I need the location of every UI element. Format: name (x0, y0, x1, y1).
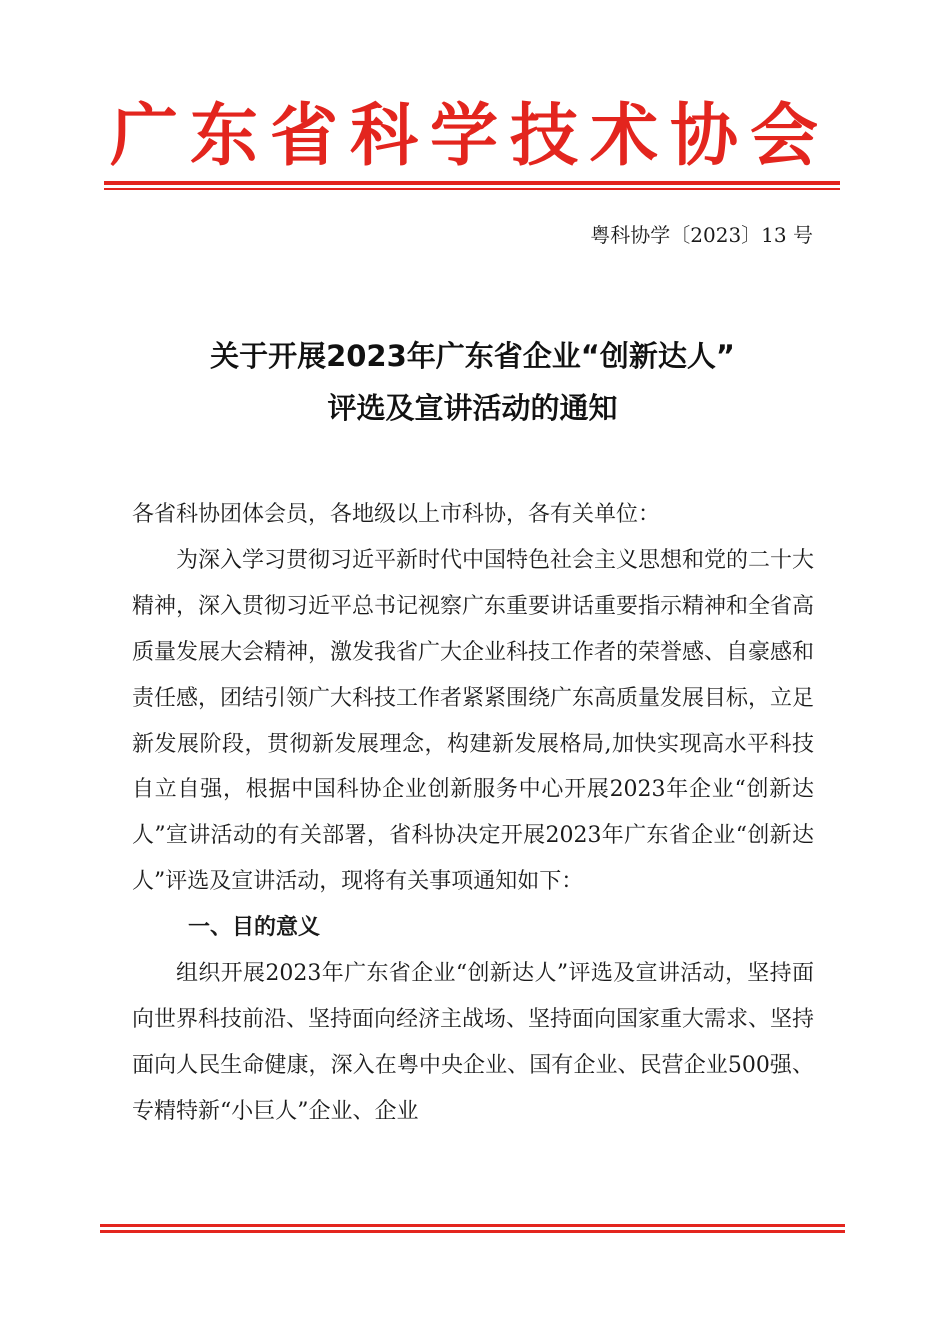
footer-rule-upper (100, 1224, 845, 1227)
document-title (110, 330, 835, 434)
document-title-line-1: 关于开展2023年广东省企业“创新达人” (210, 339, 735, 373)
salutation: 各省科协团体会员，各地级以上市科协，各有关单位： (132, 502, 661, 527)
masthead-rule-thick (104, 181, 840, 185)
masthead-org-name: 广东省科学技术协会 (109, 97, 830, 176)
document-title-line-2: 评选及宣讲活动的通知 (327, 391, 618, 425)
body-paragraph-1: 为深入学习贯彻习近平新时代中国特色社会主义思想和党的二十大精神，深入贯彻习近平总书记视察广东重要讲话重要指示精神和全省高质量发展大会精神，激发我省广大企业科技工作者的荣誉感、自豪感和责任感，团结引领广大科技工作者紧紧围绕广东高质量发展目标，立足新发展阶段，贯彻新发展理念，构建新发展格局,加快实现高水平科技自立自强，根据中国科协企业创新服务中心开展2023年企业“创新达人”宣讲活动的有关部署，省科协决定开展2023年广东省企业“创新达人”评选及宣讲活动，现将有关事项通知如下： (132, 547, 815, 895)
footer-rule-lower (100, 1230, 845, 1233)
masthead-rule-thin (104, 188, 840, 190)
document-body (132, 492, 814, 1135)
body-paragraph-2: 组织开展2023年广东省企业“创新达人”评选及宣讲活动，坚持面向世界科技前沿、坚持面向经济主战场、坚持面向国家重大需求、坚持面向人民生命健康，深入在粤中央企业、国有企业、民营企业500强、专精特新“小巨人”企业、企业 (132, 961, 815, 1124)
section-heading-1: 一、目的意义 (188, 915, 321, 941)
document-number: 粤科协学〔2023〕13 号 (590, 223, 813, 247)
